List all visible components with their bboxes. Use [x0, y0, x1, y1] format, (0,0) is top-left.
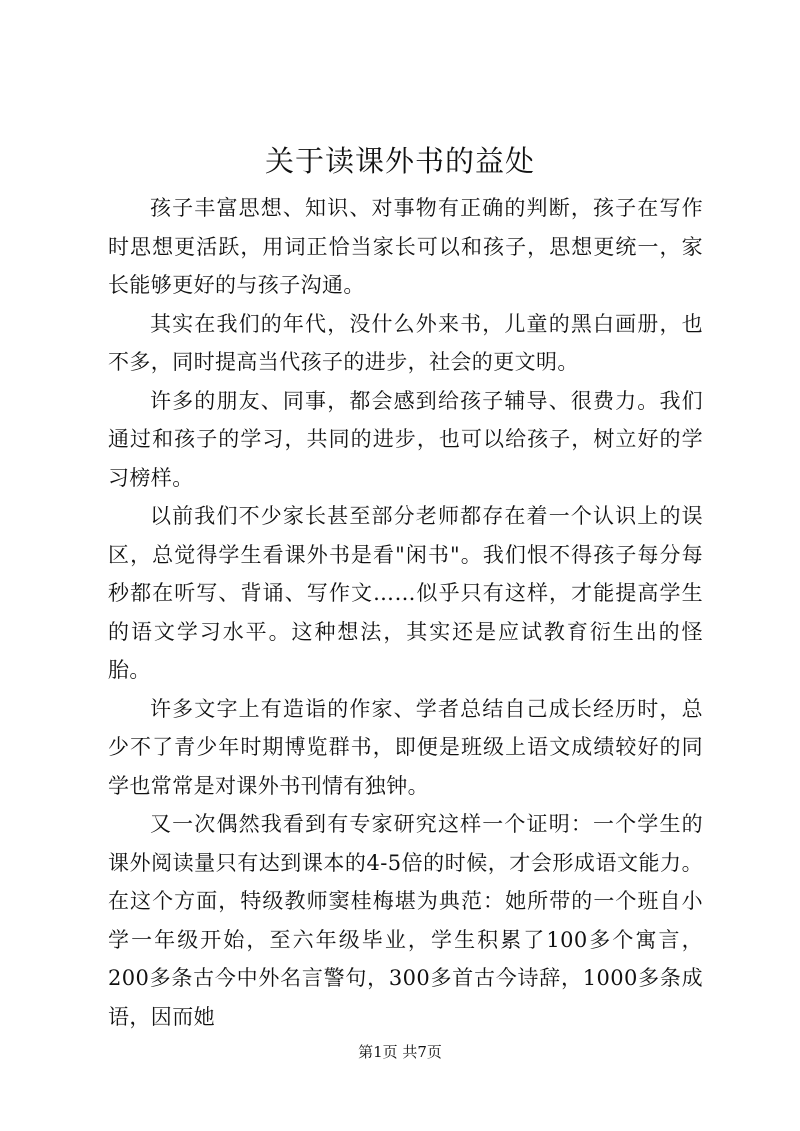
paragraph-1: 孩子丰富思想、知识、对事物有正确的判断，孩子在写作时思想更活跃，用词正恰当家长可以和孩子，思想更统一，家长能够更好的与孩子沟通。: [108, 196, 703, 297]
document-title: 关于读课外书的益处: [264, 144, 535, 178]
paragraph-4: 以前我们不少家长甚至部分老师都存在着一个认识上的误区，总觉得学生看课外书是看"闲书"。我们恨不得孩子每分每秒都在听写、背诵、写作文……似乎只有这样，才能提高学生的语文学习水平。这种想法，其实还是应试教育衍生出的怪胎。: [108, 504, 703, 682]
paragraph-6: 又一次偶然我看到有专家研究这样一个证明：一个学生的课外阅读量只有达到课本的4-5倍的时候，才会形成语文能力。在这个方面，特级教师窦桂梅堪为典范：她所带的一个班自小学一年级开始，至六年级毕业，学生积累了100多个寓言，200多条古今中外名言警句，300多首古今诗辞，1000多条成语，因而她: [108, 812, 703, 1029]
page-footer: 第1页 共7页: [358, 1043, 442, 1061]
paragraph-5: 许多文字上有造诣的作家、学者总结自己成长经历时，总少不了青少年时期博览群书，即便是班级上语文成绩较好的同学也常常是对课外书刊情有独钟。: [108, 696, 703, 798]
paragraph-3: 许多的朋友、同事，都会感到给孩子辅导、很费力。我们通过和孩子的学习，共同的进步，也可以给孩子，树立好的学习榜样。: [108, 388, 703, 490]
document-body: [108, 189, 703, 1036]
paragraph-2: 其实在我们的年代，没什么外来书，儿童的黑白画册，也不多，同时提高当代孩子的进步，社会的更文明。: [108, 311, 703, 374]
